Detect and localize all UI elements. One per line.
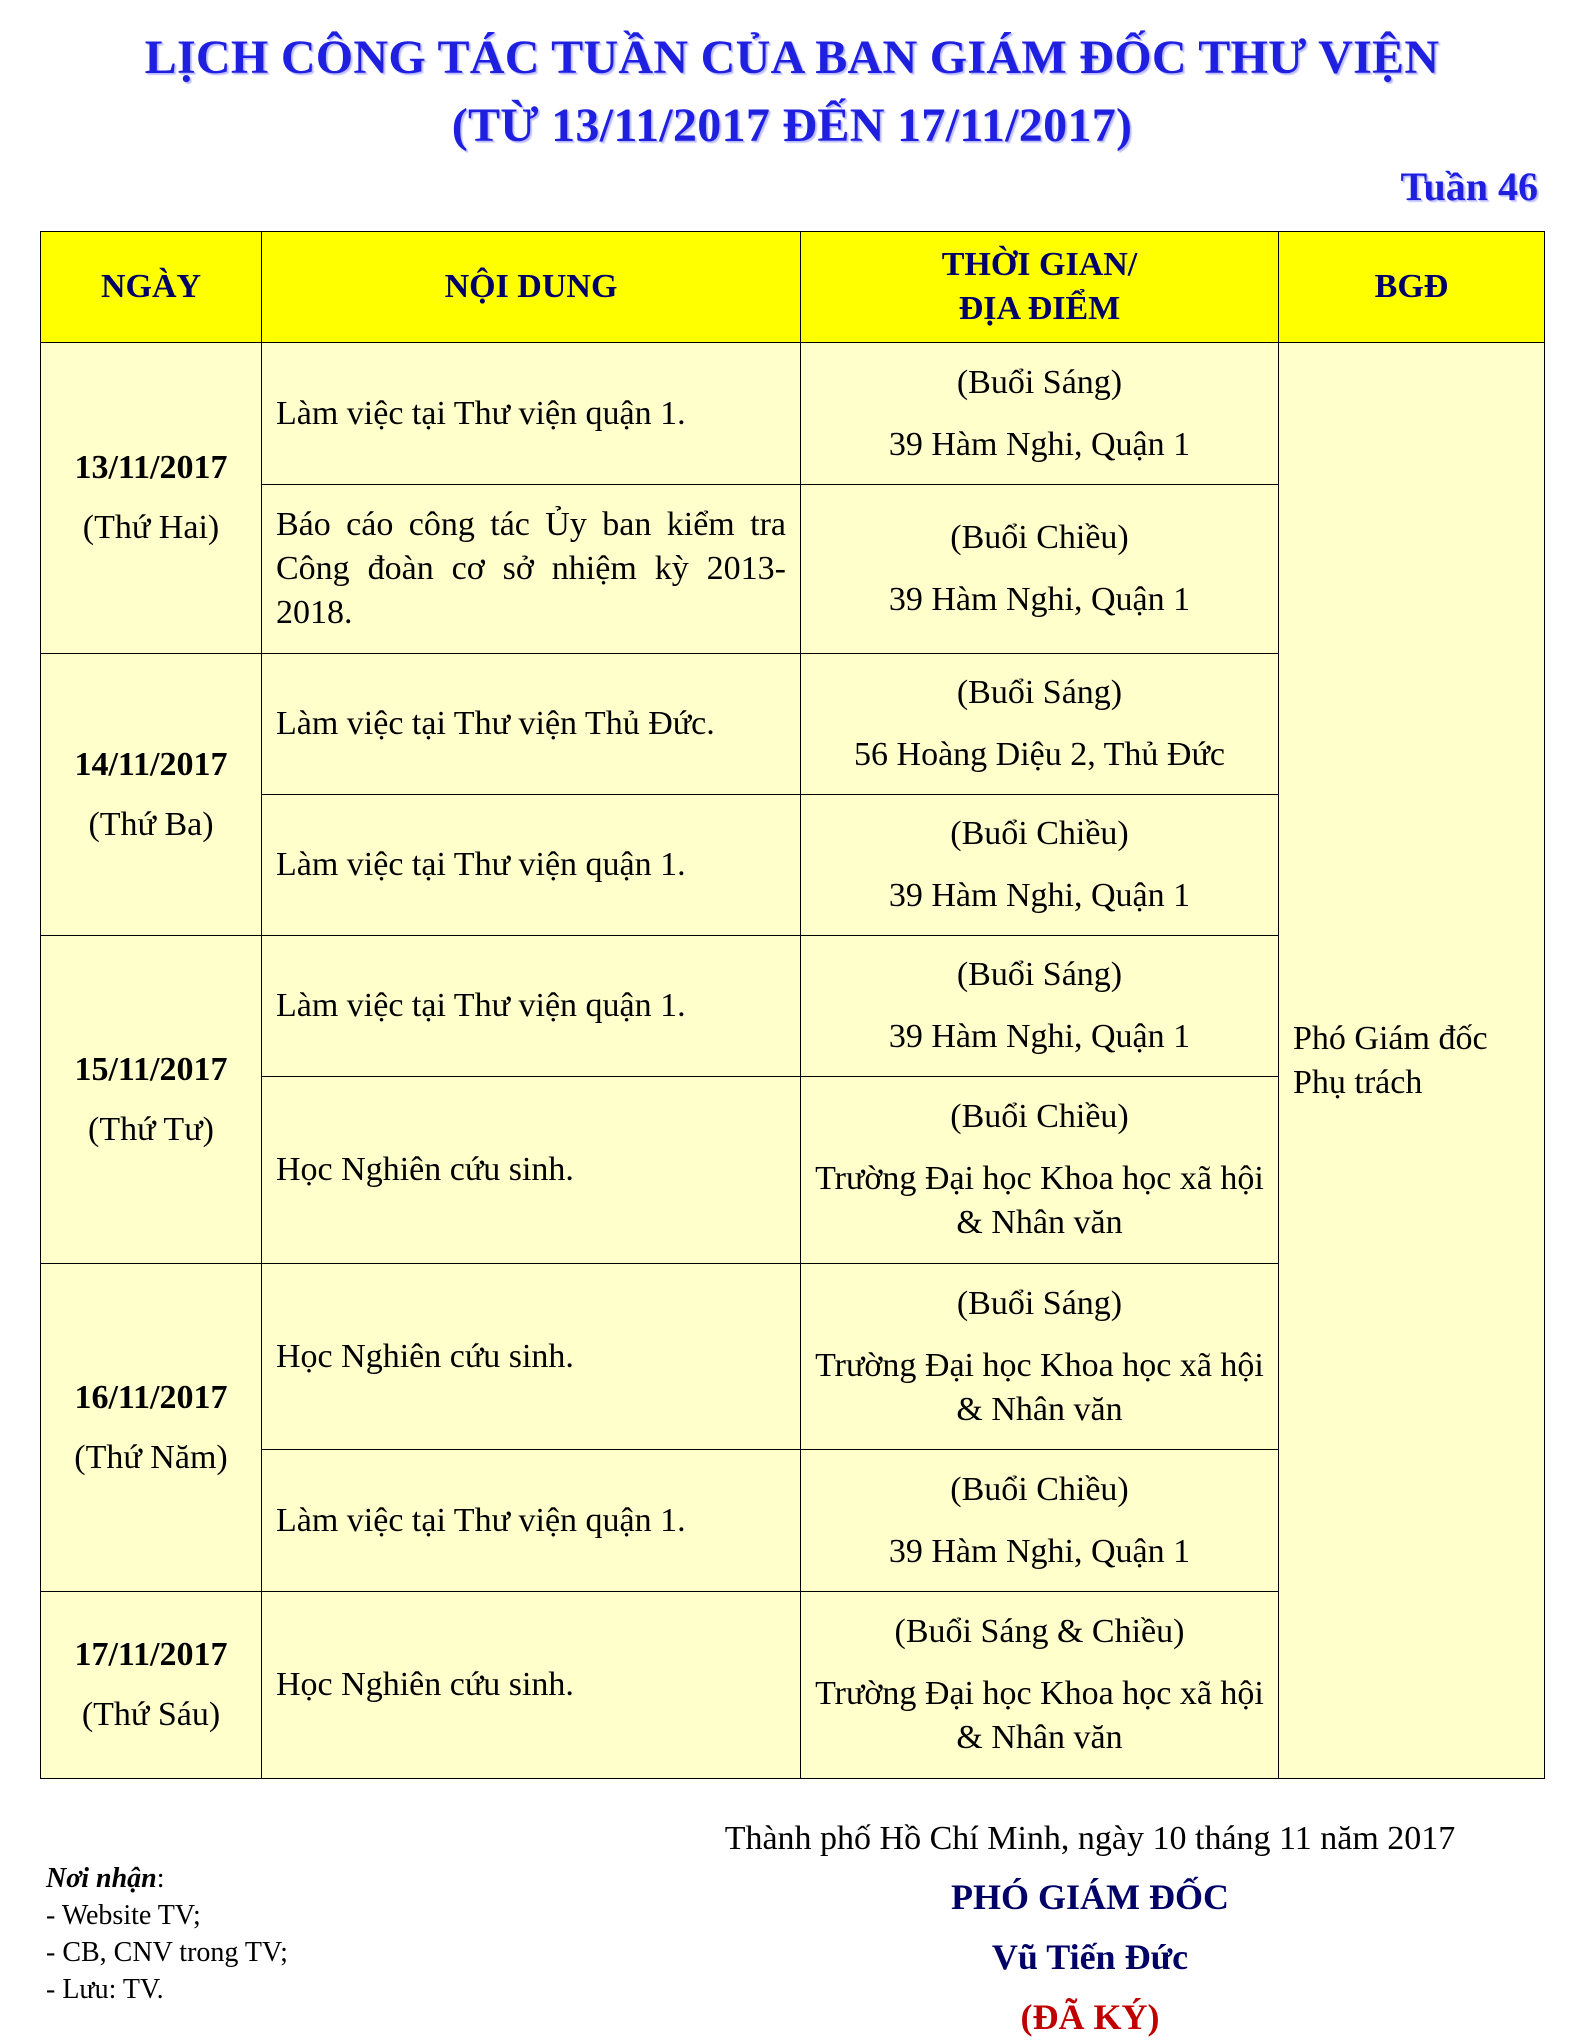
column-header-place: ĐỊA ĐIỂM bbox=[958, 290, 1121, 327]
signature-status: (ĐÃ KÝ) bbox=[1020, 1997, 1160, 2037]
time-slot: (Buổi Sáng & Chiều) bbox=[894, 1613, 1185, 1650]
time-place-cell bbox=[801, 936, 1279, 1077]
week-number: Tuần 46 bbox=[1400, 164, 1538, 209]
place: Trường Đại học Khoa học xã hội & Nhân văn bbox=[815, 1160, 1264, 1241]
recipients-title: Nơi nhận bbox=[46, 1863, 157, 1894]
content-cell: Làm việc tại Thư viện quận 1. bbox=[262, 795, 801, 936]
time-slot: (Buổi Chiều) bbox=[950, 1098, 1129, 1135]
day-weekday: (Thứ Tư) bbox=[88, 1110, 214, 1148]
time-slot: (Buổi Chiều) bbox=[950, 519, 1129, 556]
place: 39 Hàm Nghi, Quận 1 bbox=[888, 877, 1191, 914]
schedule-table bbox=[40, 231, 1545, 1779]
recipients-colon: : bbox=[156, 1863, 165, 1894]
day-date: 13/11/2017 bbox=[74, 449, 228, 486]
time-place-cell bbox=[801, 1264, 1279, 1450]
day-date: 15/11/2017 bbox=[74, 1050, 228, 1088]
day-date: 16/11/2017 bbox=[74, 1378, 228, 1416]
place: Trường Đại học Khoa học xã hội & Nhân văn bbox=[815, 1346, 1264, 1428]
content-cell: Làm việc tại Thư viện quận 1. bbox=[262, 343, 801, 485]
content-cell: Làm việc tại Thư viện quận 1. bbox=[262, 936, 801, 1077]
place: Trường Đại học Khoa học xã hội & Nhân văn bbox=[815, 1675, 1264, 1756]
time-slot: (Buổi Chiều) bbox=[950, 815, 1129, 852]
signer-name: Vũ Tiến Đức bbox=[991, 1937, 1189, 1977]
time-place-cell bbox=[801, 1077, 1279, 1264]
day-date: 17/11/2017 bbox=[74, 1636, 228, 1673]
content-cell: Báo cáo công tác Ủy ban kiểm tra Công đoàn cơ sở nhiệm kỳ 2013-2018. bbox=[262, 485, 801, 654]
column-header-time-place bbox=[801, 232, 1279, 343]
time-slot: (Buổi Chiều) bbox=[950, 1470, 1129, 1508]
time-slot: (Buổi Sáng) bbox=[956, 674, 1123, 711]
recipients-heading bbox=[46, 1860, 288, 1897]
time-place-cell bbox=[801, 1450, 1279, 1592]
document-date-range: (TỪ 13/11/2017 ĐẾN 17/11/2017) bbox=[451, 99, 1133, 152]
content-cell: Học Nghiên cứu sinh. bbox=[262, 1077, 801, 1264]
place: 39 Hàm Nghi, Quận 1 bbox=[888, 1532, 1191, 1570]
day-cell bbox=[41, 654, 262, 936]
time-place-cell bbox=[801, 1592, 1279, 1779]
column-header-time: THỜI GIAN/ bbox=[941, 246, 1138, 283]
content-cell: Học Nghiên cứu sinh. bbox=[262, 1264, 801, 1450]
day-weekday: (Thứ Hai) bbox=[82, 509, 220, 546]
day-date: 14/11/2017 bbox=[74, 745, 228, 783]
day-weekday: (Thứ Sáu) bbox=[81, 1696, 221, 1733]
table-row bbox=[41, 343, 1545, 485]
time-place-cell bbox=[801, 485, 1279, 654]
time-slot: (Buổi Sáng) bbox=[956, 363, 1123, 401]
day-cell bbox=[41, 343, 262, 654]
content-cell: Làm việc tại Thư viện quận 1. bbox=[262, 1450, 801, 1592]
time-place-cell bbox=[801, 343, 1279, 485]
place: 39 Hàm Nghi, Quận 1 bbox=[888, 1018, 1191, 1055]
sign-place-date: Thành phố Hồ Chí Minh, ngày 10 tháng 11 năm 2017 bbox=[724, 1820, 1456, 1857]
recipient-item: - Lưu: TV. bbox=[46, 1974, 164, 2005]
recipient-item: - CB, CNV trong TV; bbox=[46, 1937, 288, 1968]
time-place-cell bbox=[801, 795, 1279, 936]
content-cell: Làm việc tại Thư viện Thủ Đức. bbox=[262, 654, 801, 795]
recipients-block bbox=[46, 1860, 288, 2008]
place: 56 Hoàng Diệu 2, Thủ Đức bbox=[854, 736, 1225, 773]
day-weekday: (Thứ Ba) bbox=[88, 805, 214, 843]
table-header-row bbox=[41, 232, 1545, 343]
column-header-content: NỘI DUNG bbox=[262, 232, 801, 343]
day-cell bbox=[41, 1264, 262, 1592]
day-cell bbox=[41, 1592, 262, 1779]
bgd-cell bbox=[1279, 343, 1545, 1779]
recipient-item: - Website TV; bbox=[46, 1900, 201, 1931]
content-cell: Học Nghiên cứu sinh. bbox=[262, 1592, 801, 1779]
day-cell bbox=[41, 936, 262, 1264]
column-header-day: NGÀY bbox=[41, 232, 262, 343]
place: 39 Hàm Nghi, Quận 1 bbox=[888, 425, 1191, 463]
time-slot: (Buổi Sáng) bbox=[956, 1284, 1123, 1322]
signer-role: PHÓ GIÁM ĐỐC bbox=[951, 1877, 1229, 1917]
document-title: LỊCH CÔNG TÁC TUẦN CỦA BAN GIÁM ĐỐC THƯ VIỆN bbox=[144, 31, 1440, 84]
time-place-cell bbox=[801, 654, 1279, 795]
time-slot: (Buổi Sáng) bbox=[956, 956, 1123, 993]
bgd-value-line2: Phụ trách bbox=[1293, 1063, 1423, 1101]
column-header-bgd: BGĐ bbox=[1279, 232, 1545, 343]
day-weekday: (Thứ Năm) bbox=[74, 1438, 228, 1476]
bgd-value-line1: Phó Giám đốc bbox=[1293, 1019, 1488, 1057]
place: 39 Hàm Nghi, Quận 1 bbox=[888, 581, 1191, 618]
